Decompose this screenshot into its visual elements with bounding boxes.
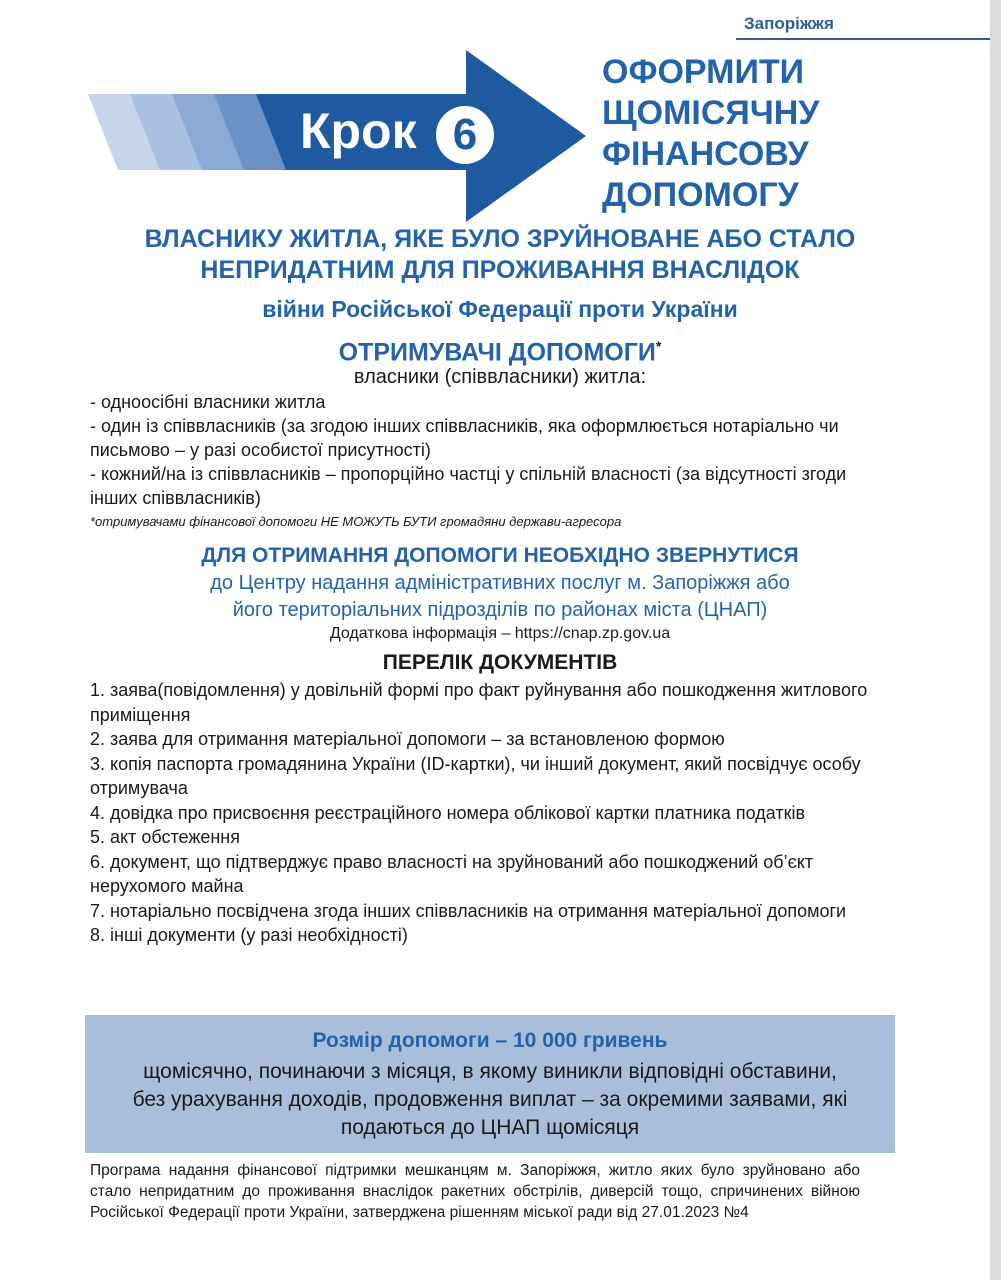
action-line: ФІНАНСОВУ xyxy=(602,135,809,173)
list-item: 8. інші документи (у разі необхідності) xyxy=(90,925,408,945)
list-item: - одноосібні власники житла xyxy=(90,392,326,412)
contact-heading: ДЛЯ ОТРИМАННЯ ДОПОМОГИ НЕОБХІДНО ЗВЕРНУТИСЯ xyxy=(201,544,799,567)
main-title xyxy=(60,224,940,286)
program-footnote: Програма надання фінансової підтримки мешканцям м. Запоріжжя, житло яких було зруйновано або стало непридатним до проживання внаслідок ракетних обстрілів, диверсій тощо, спричинених війною Російської Федерації проти України, затверджена рішенням міської ради від 27.01.2023 №4 xyxy=(90,1162,860,1221)
action-line: ДОПОМОГУ xyxy=(602,176,799,214)
list-item: 1. заява(повідомлення) у довільній формі про факт руйнування або пошкодження житлового приміщення xyxy=(90,680,868,725)
header-rule xyxy=(736,38,990,40)
documents-list xyxy=(90,678,890,948)
list-item: 6. документ, що підтверджує право власності на зруйнований або пошкоджений об’єкт нерухомого майна xyxy=(90,851,814,896)
list-item: 5. акт обстеження xyxy=(90,827,240,847)
amount-box xyxy=(85,1015,895,1153)
header-city: Запоріжжя xyxy=(744,14,834,33)
amount-text: щомісячно, починаючи з місяця, в якому виникли відповідні обставини, без урахування доходів, продовження виплат – за окремими заявами, які подаються до ЦНАП щомісяця xyxy=(132,1060,848,1139)
recipients-heading-mark: * xyxy=(655,338,662,354)
step-label: Крок xyxy=(300,103,417,159)
list-item: 4. довідка про присвоєння реєстраційного номера облікової картки платника податків xyxy=(90,802,806,823)
contact-line: до Центру надання адміністративних послуг м. Запоріжжя або xyxy=(210,572,790,594)
recipients-subheading: власники (співвласники) житла: xyxy=(353,366,647,388)
list-item: 7. нотаріально посвідчена згода інших співвласників на отримання матеріальної допомоги xyxy=(90,900,847,921)
list-item: 2. заява для отримання матеріальної допомоги – за встановленою формою xyxy=(90,729,725,749)
recipients-heading xyxy=(60,331,940,367)
contact-line: його територіальних підрозділів по районах міста (ЦНАП) xyxy=(232,599,768,621)
action-line: ЩОМІСЯЧНУ xyxy=(602,94,820,132)
list-item: - кожний/на із співвласників – пропорційно частці у спільній власності (за відсутності згоди інших співвласників) xyxy=(90,464,847,508)
step-number-badge: 6 xyxy=(436,106,494,164)
list-item: - один із співвласників (за згодою інших співвласників, яка оформлюється нотаріально чи письмово – у разі особистої присутності) xyxy=(90,416,839,460)
main-title-line: ВЛАСНИКУ ЖИТЛА, ЯКЕ БУЛО ЗРУЙНОВАНЕ АБО СТАЛО xyxy=(144,225,856,253)
documents-heading: ПЕРЕЛІК ДОКУМЕНТІВ xyxy=(382,651,618,674)
action-line: ОФОРМИТИ xyxy=(602,53,805,91)
contact-info: Додаткова інформація – https://cnap.zp.gov.ua xyxy=(329,625,671,642)
amount-title: Розмір допомоги – 10 000 гривень xyxy=(312,1029,668,1052)
list-item: 3. копія паспорта громадянина України (ID-картки), чи інший документ, який посвідчує особу отримувача xyxy=(90,753,861,798)
recipients-heading-text: ОТРИМУВАЧІ ДОПОМОГИ xyxy=(338,338,656,367)
page-edge-shadow xyxy=(990,0,1001,1280)
step-action-title xyxy=(602,52,902,216)
recipients-note: *отримувачами фінансової допомоги НЕ МОЖУТЬ БУТИ громадяни держави-агресора xyxy=(90,514,622,529)
main-title-line: НЕПРИДАТНИМ ДЛЯ ПРОЖИВАННЯ ВНАСЛІДОК xyxy=(200,256,800,284)
main-title-subline: війни Російської Федерації проти України xyxy=(262,296,738,322)
contact-address xyxy=(60,570,940,624)
recipients-list xyxy=(90,390,890,510)
